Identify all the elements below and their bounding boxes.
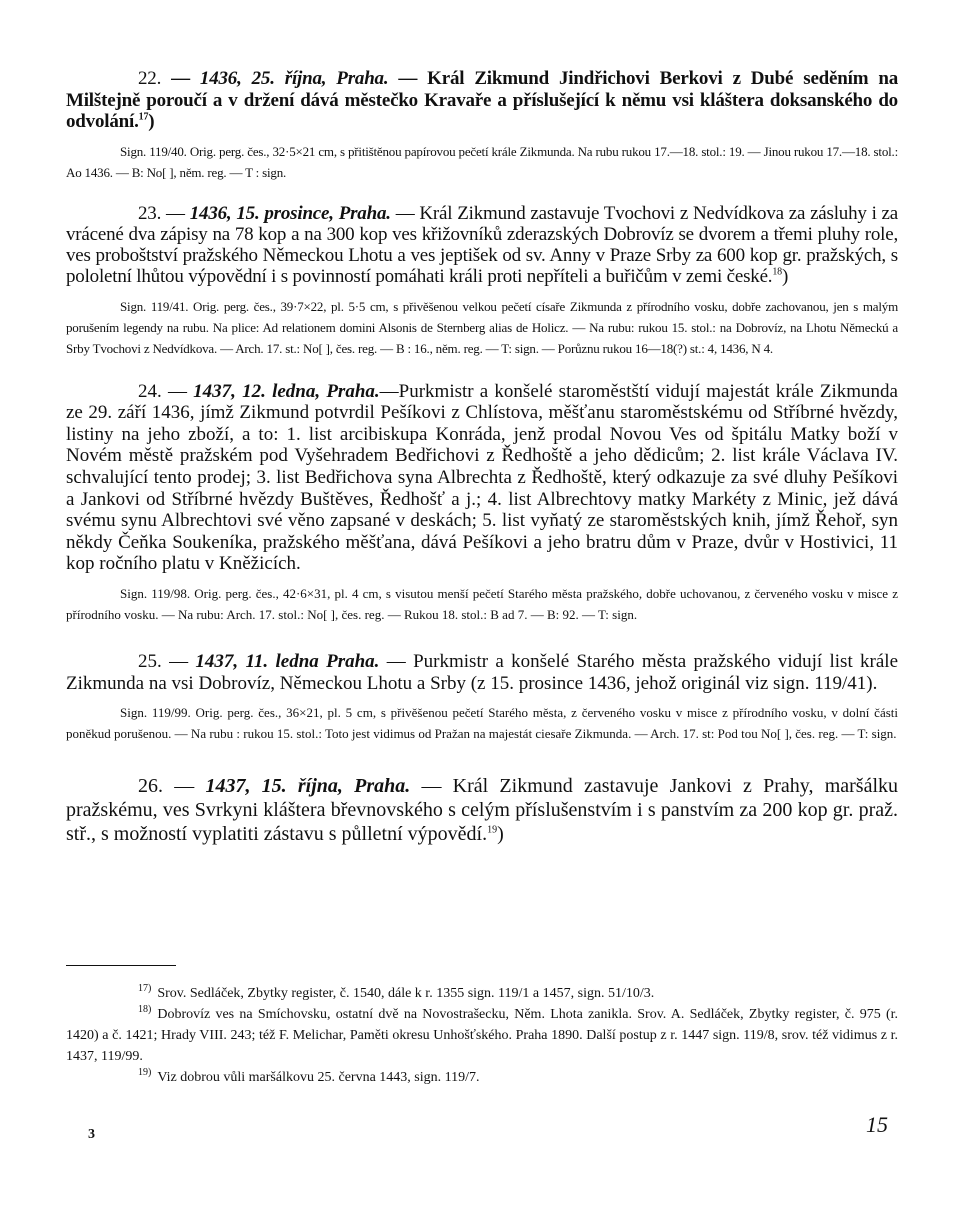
footnote-ref: 18 [772,267,782,279]
footnote [66,1004,898,1067]
footnote-ref: 19 [487,824,498,836]
entry-summary: Král Zikmund Jindřichovi Berkovi z Dubé seděním na Milštejně poroučí a v držení dává městečko Kravaře a příslušející k němu vsi kláštera doksanského do odvolání. [66,68,898,133]
footnote-separator [66,965,176,966]
footnote-text: Dobrovíz ves na Smíchovsku, ostatní dvě na Novostrašecku, Něm. Lhota zanikla. Srov. A. Sedláček, Zbytky register, č. 975 (r. 1420) a č. 1421; Hrady VIII. 243; též F. Melichar, Paměti okresu Unhošťského. Praha 1890. Další postup z r. 1447 sign. 119/8, srov. též vidimus z r. 1437, 119/99. [66,1007,898,1064]
regest-text: 25. — 1437, 11. ledna Praha. — Purkmistr a konšelé Starého města pražského vidují list krále Zikmunda na vsi Dobrovíz, Německou Lhotu a Srby (z 15. prosince 1436, jehož originál viz sign. 119/41). [66,650,899,694]
footnote-text: Viz dobrou vůli maršálkovu 25. června 1443, sign. 119/7. [157,1070,480,1085]
entry-number: 26. [138,775,163,798]
entry-number: 25. [138,650,162,672]
entry-date: 1436, 15. prosince, Praha. [189,202,391,224]
footnote-ref-close: ) [781,266,789,288]
footnotes [66,983,898,1088]
footnote-ref-close: ) [497,823,504,846]
entry-date: 1437, 11. ledna Praha. [195,650,380,672]
entry-summary: Purkmistr a konšelé Starého města pražského vidují list krále Zikmunda na vsi Dobrovíz, Německou Lhotu a Srby (z 15. prosince 1436, jehož originál viz sign. 119/41). [66,650,899,694]
regest-text: 26. — 1437, 15. října, Praha. — Král Zikmund zastavuje Jankovi z Prahy, maršálku pražskému, ves Svrkyni kláštera břevnovského s celým příslušenstvím i s panstvím za 200 kop gr. praž. stř., s možností vyplatiti zástavu s půlletní výpovědí.$^{19}$) [66,775,898,846]
footnote [66,983,898,1004]
regest-entry [66,651,898,744]
footnote-ref: 17 [138,111,149,123]
source-description: Sign. 119/41. Orig. perg. čes., 39·7×22, pl. 5·5 cm, s přivěšenou velkou pečetí císaře Zikmunda z přírodního vosku, dobře zachovanou, jen s malým porušením legendy na rubu. Na plice: Ad relationem domini Alsonis de Sternberg alias de Holicz. — Na rubu: rukou 15. stol.: na Dobrovíz, na Lhotu Německú a Srby Tvochovi z Nedvídkova. — Arch. 17. st.: No[ ], čes. reg. — B : 16., něm. reg. — T: sign. — Porůznu rukou 16—18(?) st.: 4, 1436, N 4. [66,298,898,356]
entry-summary: Purkmistr a konšelé staroměstští vidují majestát krále Zikmunda ze 29. září 1436, jímž Zikmund potvrdil Pešíkovi z Chlístova, měšťanu staroměstskému od Stříbrné hvězdy, listiny na jeho zboží, a to: 1. list arcibiskupa Konráda, jenž prodal Novou Ves od špitálu Matky boží v Novém městě pražském pod Vyšehradem Bedřichovi z Ředhoště a jeho dědicům; 2. list krále Václava IV. schvalující tento prodej; 3. list Bedřichova syna Albrechta z Ředhoště, který odkazuje za své dluhy Pešíkovi a Jankovi od Stříbrné hvězdy Buštěves, Ředhošť a j.; 4. list Albrechtovy matky Markéty z Minic, jež dává svému synu Albrechtovi své věno zapsané v deskách; 5. list vyňatý ze staroměstských knih, jímž Řehoř, syn někdy Čeňka Soukeníka, pražského měšťana, dává Pešíkovi a jeho bratru dům v Praze, dvůr v Hostivici, 11 kop ročního platu v Kněžicích. [66,380,898,575]
footnote-mark: 19) [138,1067,152,1079]
footnote-mark: 17) [138,983,152,995]
regest-entry [66,68,898,183]
regest-text: 23. — 1436, 15. prosince, Praha. — Král Zikmund zastavuje Tvochovi z Nedvídkova za zásluhy i za vrácené dva zápisy na 78 kop a na 300 kop ves křižovníků zderazských Dobrovíz se dvorem a třemi pluhy role, ves proboštství pražského Německou Lhotu a ves jeptišek od sv. Anny v Praze Srby za 600 kop gr. pražských, s pololetní lhůtou výpovědní i s povinností pomáhati králi proti nepříteli a buřičům v zemi české.$^{18}$) [66,202,899,288]
source-description: Sign. 119/40. Orig. perg. čes., 32·5×21 cm, s přitištěnou papírovou pečetí krále Zikmunda. Na rubu rukou 17.—18. stol.: 19. — Jinou rukou 17.—18. stol.: Ao 1436. — B: No[ ], něm. reg. — T : sign. [66,143,898,180]
entry-date: 1437, 15. října, Praha. [205,775,411,798]
footnote [66,1067,898,1088]
regest-text: 24. — 1437, 12. ledna, Praha.—Purkmistr a konšelé staroměstští vidují majestát krále Zikmunda ze 29. září 1436, jímž Zikmund potvrdil Pešíkovi z Chlístova, měšťanu staroměstskému od Stříbrné hvězdy, listiny na jeho zboží, a to: 1. list arcibiskupa Konráda, jenž prodal Novou Ves od špitálu Matky boží v Novém městě pražském pod Vyšehradem Bedřichovi z Ředhoště a jeho dědicům; 2. list krále Václava IV. schvalující tento prodej; 3. list Bedřichova syna Albrechta z Ředhoště, který odkazuje za své dluhy Pešíkovi a Jankovi od Stříbrné hvězdy Buštěves, Ředhošť a j.; 4. list Albrechtovy matky Markéty z Minic, jež dává svému synu Albrechtovi své věno zapsané v deskách; 5. list vyňatý ze staroměstských knih, jímž Řehoř, syn někdy Čeňka Soukeníka, pražského měšťana, dává Pešíkovi a jeho bratru dům v Praze, dvůr v Hostivici, 11 kop ročního platu v Kněžicích. [66,380,898,575]
regest-text: 22. — 1436, 25. října, Praha. — Král Zikmund Jindřichovi Berkovi z Dubé seděním na Milštejně poroučí a v držení dává městečko Kravaře a příslušející k němu vsi kláštera doksanského do odvolání.$^{17}$) [66,68,898,133]
entry-date: 1437, 12. ledna, Praha. [193,380,380,402]
entry-summary: Král Zikmund zastavuje Jankovi z Prahy, maršálku pražskému, ves Svrkyni kláštera břevnovského s celým příslušenstvím i s panstvím za 200 kop gr. praž. stř., s možností vyplatiti zástavu s půlletní výpovědí. [66,775,898,846]
footnote-ref-close: ) [148,111,155,133]
source-description: Sign. 119/99. Orig. perg. čes., 36×21, pl. 5 cm, s přivěšenou pečetí Starého města, z červeného vosku v misce z přírodního vosku, v dolní části poněkud porušenou. — Na rubu : rukou 15. stol.: Toto jest vidimus od Pražan na majestát ciesaře Zikmunda. — Arch. 17. st: Pod tou No[ ], čes. reg. — T: sign. [66,705,898,742]
entry-number: 24. [138,380,162,402]
entry-number: 22. [138,68,162,89]
entry-date: 1436, 25. října, Praha. [199,68,389,89]
regest-entry [66,381,898,625]
document-page [66,68,898,846]
regest-entry [66,774,898,846]
entry-summary: Král Zikmund zastavuje Tvochovi z Nedvídkova za zásluhy i za vrácené dva zápisy na 78 kop a na 300 kop ves křižovníků zderazských Dobrovíz se dvorem a třemi pluhy role, ves proboštství pražského Německou Lhotu a ves jeptišek od sv. Anny v Praze Srby za 600 kop gr. pražských, s pololetní lhůtou výpovědní i s povinností pomáhati králi proti nepříteli a buřičům v zemi české. [66,202,899,288]
regest-entry [66,203,898,359]
footnote-mark: 18) [138,1004,152,1016]
page-number: 15 [866,1112,888,1137]
sheet-signature-mark: 3 [88,1127,95,1142]
entry-number: 23. [138,202,162,224]
footnote-text: Srov. Sedláček, Zbytky register, č. 1540, dále k r. 1355 sign. 119/1 a 1457, sign. 51/10/3. [157,986,655,1001]
source-description: Sign. 119/98. Orig. perg. čes., 42·6×31, pl. 4 cm, s visutou menší pečetí Starého města pražského, dobře uchovanou, z červeného vosku v misce z přírodního vosku. — Na rubu: Arch. 17. stol.: No[ ], čes. reg. — Rukou 18. stol.: B ad 7. — B: 92. — T: sign. [66,585,898,622]
